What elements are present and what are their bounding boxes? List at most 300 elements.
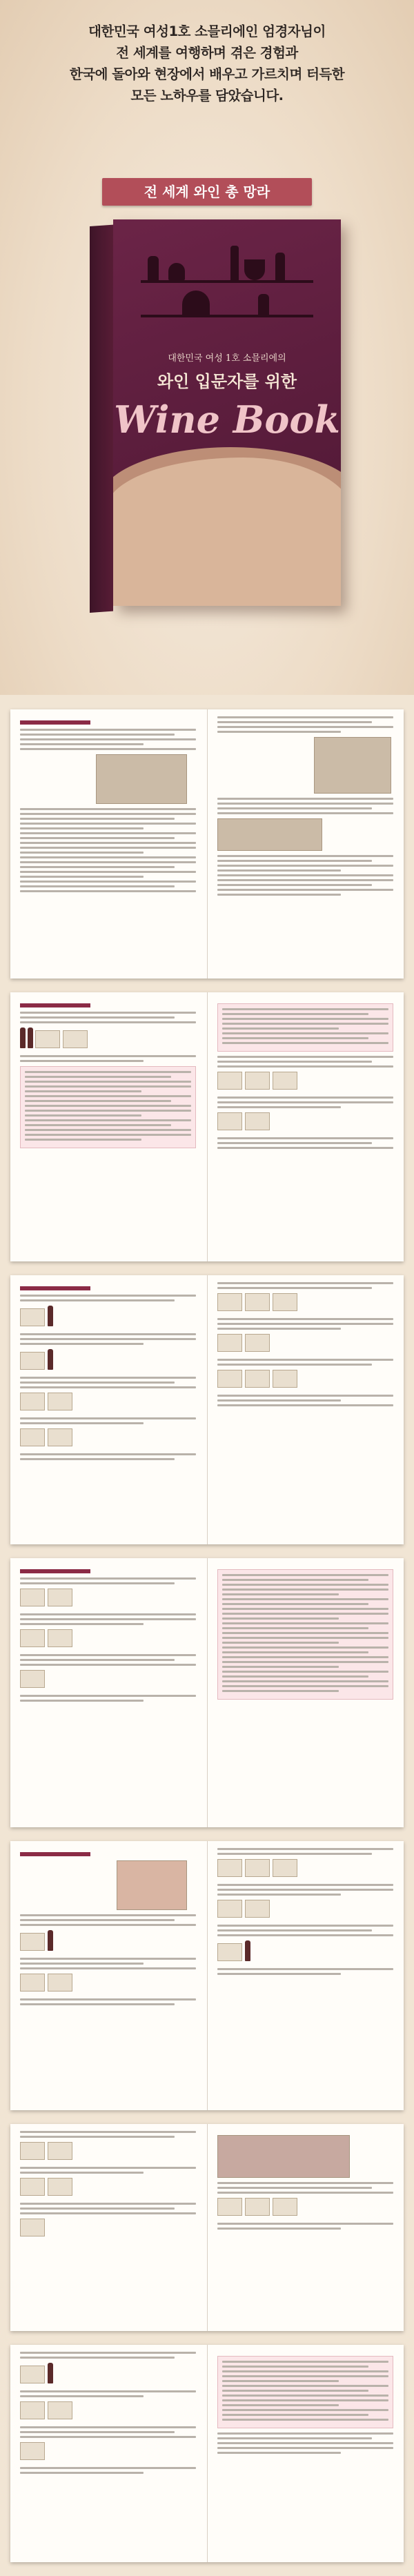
text-line [222,1608,388,1610]
text-line [217,1404,393,1406]
label-row [217,1900,393,1920]
label-row [217,1859,393,1880]
text-line [20,2426,196,2428]
text-line [222,1622,388,1624]
text-line [20,890,196,892]
text-line [222,1690,339,1692]
section-heading [20,1286,90,1290]
wine-label-image [48,1629,72,1647]
wine-label-image [48,2178,72,2196]
text-line [20,1060,144,1062]
text-line [217,1968,393,1970]
text-line [20,729,196,731]
wine-label-image [245,1293,270,1311]
label-row [20,1974,196,1994]
text-line [222,2390,368,2392]
text-line [222,1618,339,1620]
text-line [20,866,175,868]
text-line [222,2395,388,2397]
text-line [222,2385,388,2387]
wine-label-image [217,1072,242,1090]
text-line [217,1364,372,1366]
text-line [20,1963,144,1965]
wine-label-image [273,1293,297,1311]
text-line [25,1119,191,1121]
wine-label-image [273,1370,297,1388]
book-front [113,219,341,606]
map-image [217,2135,350,2178]
bottle-row [20,1349,196,1373]
text-line [222,2370,388,2372]
text-line [20,2352,196,2354]
label-row [20,2142,196,2163]
page-spread-3 [10,1275,404,1544]
text-line [217,2223,393,2225]
wine-label-image [245,1334,270,1352]
text-line [20,1382,175,1384]
text-line [217,884,372,886]
text-line [217,1323,393,1325]
text-line [20,2436,196,2438]
text-line [217,2447,393,2449]
text-line [217,1287,372,1289]
text-line [222,1685,388,1687]
text-line [222,1680,388,1682]
label-row [217,1334,393,1355]
cover-title-block [113,351,341,442]
text-line [217,865,393,867]
wine-label-image [273,1072,297,1090]
bottle-image [48,1306,53,1326]
text-line [217,1147,393,1149]
text-line [222,1589,388,1591]
text-line [20,1664,196,1666]
text-line [25,1095,191,1097]
cover-wine-book: Wine Book [114,397,340,442]
label-row [20,2401,196,2422]
headline [0,21,414,106]
text-line [222,1651,368,1653]
text-line [20,2472,144,2474]
wine-label-image [63,1030,88,1048]
text-line [222,1574,388,1576]
headline-line-4: 모든 노하우를 담았습니다. [130,88,284,104]
headline-line-1: 대한민국 여성1호 소믈리에인 엄경자님이 [88,23,326,39]
section-heading [20,1852,90,1856]
text-line [217,812,393,814]
text-line [20,738,196,740]
page-spread-2 [10,992,404,1261]
text-line [20,1958,196,1960]
text-line [222,2399,388,2401]
wine-label-image [217,1293,242,1311]
wine-label-image [245,1859,270,1877]
text-line [20,1700,144,1702]
text-line [20,2431,175,2433]
text-line [217,1894,341,1896]
bottle-image [20,1028,26,1048]
text-line [20,2136,175,2138]
text-line [217,860,372,862]
text-line [217,2182,393,2184]
text-line [217,1097,393,1099]
text-line [20,1333,196,1335]
bottle-image [28,1028,33,1048]
section-heading [20,720,90,725]
spread-3-right [217,1282,393,1409]
page-spread-6 [10,2124,404,2331]
wine-label-image [20,1629,45,1647]
text-line [217,1889,393,1891]
cover-wave-light [113,458,341,606]
section-heading [20,1569,90,1573]
text-line [20,2131,196,2133]
text-line [20,1055,196,1057]
text-line [217,1884,393,1886]
spread-6-right [217,2131,393,2232]
label-row [20,2219,196,2239]
spread-3-left [20,1282,196,1463]
text-line [20,837,175,839]
text-line [222,2414,368,2416]
text-line [25,1071,191,1073]
text-line [20,2395,144,2397]
wine-label-image [245,1112,270,1130]
text-line [222,2380,339,2382]
label-row [217,1112,393,1133]
headline-line-2: 전 세계를 여행하며 겪은 경험과 [116,45,298,61]
text-line [222,1032,388,1034]
text-line [20,856,196,858]
wine-label-image [245,1370,270,1388]
text-line [20,1623,144,1625]
text-line [20,2212,196,2214]
wine-label-image [217,1943,242,1961]
wine-label-image [20,2219,45,2236]
text-line [20,734,175,736]
page-spread-1 [10,709,404,979]
text-line [20,1914,196,1916]
text-line [20,1582,175,1584]
text-line [217,1395,393,1397]
text-line [217,2437,372,2439]
label-row [20,1428,196,1449]
wine-label-image [245,1900,270,1918]
map-image [314,737,391,794]
text-line [20,1417,196,1419]
text-line [217,1934,393,1936]
label-row [20,2363,196,2386]
bottle-image [245,1940,250,1961]
text-line [217,1853,372,1855]
wine-label-image [48,1974,72,1992]
text-line [217,2432,393,2435]
text-line [20,748,196,750]
text-line [20,808,196,810]
text-line [20,1654,196,1656]
text-line [217,1142,372,1144]
text-line [217,731,341,733]
text-line [20,1021,196,1023]
text-line [20,1659,175,1661]
text-line [222,1042,388,1044]
page-spread-4 [10,1558,404,1827]
text-line [20,1295,196,1297]
text-line [25,1124,171,1126]
text-line [20,1458,175,1460]
wine-label-image [20,1933,45,1951]
text-line [217,1065,393,1068]
page-spread-5 [10,1841,404,2110]
page-spread-7 [10,2345,404,2562]
label-row [20,2178,196,2199]
text-line [217,889,393,891]
wine-label-image [217,1900,242,1918]
text-line [25,1139,141,1141]
text-line [20,881,196,883]
label-row [217,1293,393,1314]
text-line [217,726,393,728]
text-line [217,1848,393,1850]
text-line [20,1998,196,2000]
label-row [20,1629,196,1650]
text-line [20,1613,196,1615]
wine-label-image [20,1589,45,1606]
bottle-image [48,1930,53,1951]
text-line [20,1299,175,1301]
text-line [20,1386,196,1388]
text-line [222,1028,339,1030]
text-line [20,832,196,834]
text-line [20,2167,196,2169]
spread-4-right [217,1565,393,1704]
wine-label-image [245,2198,270,2216]
wine-label-image [245,1072,270,1090]
wine-label-image [20,1428,45,1446]
text-line [222,1018,388,1020]
wine-label-image [20,2401,45,2419]
text-line [20,2467,196,2469]
text-line [25,1100,171,1102]
label-row [20,2442,196,2463]
text-line [217,869,341,872]
hero-section [0,0,414,695]
text-line [20,1577,196,1580]
info-box [217,1003,393,1052]
text-line [222,1656,388,1658]
text-line [25,1081,191,1083]
text-line [20,842,196,844]
spread-5-right [217,1848,393,1978]
text-line [20,1453,196,1455]
text-line [20,1377,196,1379]
text-line [217,2452,341,2454]
text-line [217,1973,341,1975]
text-line [217,1359,393,1361]
wine-label-image [20,2178,45,2196]
text-line [20,885,175,887]
cover-subtitle: 대한민국 여성 1호 소믈리에의 [168,353,286,364]
text-line [222,1598,388,1600]
wine-label-image [20,2366,45,2383]
spread-1-left [20,716,196,895]
text-line [217,879,393,881]
text-line [20,1618,196,1620]
map-image [117,1860,187,1910]
book-cover-image [90,219,345,606]
cover-title: 와인 입문자를 위한 [157,371,297,391]
text-line [222,1008,388,1010]
text-line [20,1422,144,1424]
info-box [217,2356,393,2428]
text-line [25,1134,191,1136]
text-line [222,1661,388,1663]
text-line [20,876,144,878]
text-line [217,894,341,896]
text-line [217,2228,341,2230]
text-line [217,2187,372,2189]
wine-label-image [217,1859,242,1877]
text-line [217,1061,372,1063]
bottle-image [48,1349,53,1370]
bottle-row [20,1028,196,1051]
text-line [222,2361,388,2363]
headline-line-3: 한국에 돌아와 현장에서 배우고 가르치며 터득한 [69,66,345,82]
text-line [20,827,144,829]
spread-2-right [217,999,393,1152]
wine-label-image [48,2401,72,2419]
text-line [20,1338,196,1340]
wine-label-image [20,2142,45,2160]
text-line [217,1137,393,1139]
wine-label-image [20,1974,45,1992]
wine-label-image [35,1030,60,1048]
spread-7-right [217,2352,393,2457]
text-line [20,813,196,815]
text-line [222,1603,368,1605]
text-line [217,1101,393,1103]
wine-shelf-illustration [141,239,313,322]
wine-label-image [20,1352,45,1370]
text-line [222,1627,368,1629]
text-line [217,1282,393,1284]
text-line [222,1584,388,1586]
label-row [20,1930,196,1954]
text-line [25,1090,141,1092]
text-line [20,1695,196,1697]
wine-label-image [20,2442,45,2460]
text-line [217,716,393,718]
text-line [20,2208,175,2210]
info-box [217,1569,393,1700]
text-line [222,1637,388,1639]
photo-image [217,818,322,851]
text-line [20,1967,196,1969]
text-line [222,1671,388,1673]
book-spine [90,225,113,613]
text-line [222,1037,368,1039]
wine-label-image [217,2198,242,2216]
label-row [20,1393,196,1413]
text-line [20,852,144,854]
text-line [222,1675,368,1678]
text-line [222,2419,388,2421]
info-box [20,1066,196,1148]
wine-label-image [20,1670,45,1688]
wine-label-image [217,1334,242,1352]
spread-7-left [20,2352,196,2477]
text-line [222,1666,339,1668]
text-line [25,1085,191,1088]
text-line [20,861,196,863]
text-line [222,1642,339,1644]
wine-label-image [48,2142,72,2160]
text-line [222,1613,388,1615]
label-row [217,2198,393,2219]
map-image [96,754,187,804]
text-line [222,1023,388,1025]
text-line [222,1632,388,1634]
text-line [25,1110,191,1112]
label-row [20,1670,196,1691]
text-line [222,2366,368,2368]
wine-label-image [273,2198,297,2216]
text-line [25,1105,191,1107]
text-line [20,2357,175,2359]
wine-label-image [48,1393,72,1410]
text-line [20,1919,175,1921]
label-row [217,1370,393,1390]
ribbon-banner: 전 세계 와인 총 망라 [102,178,312,206]
wine-label-image [217,1370,242,1388]
text-line [20,823,196,825]
wine-label-image [20,1308,45,1326]
text-line [222,2404,339,2406]
text-line [20,2203,196,2205]
text-line [20,847,196,849]
wine-label-image [217,1112,242,1130]
text-line [20,2003,175,2005]
bottle-image [48,2363,53,2383]
wine-label-image [48,1589,72,1606]
text-line [217,1925,393,1927]
text-line [20,1343,144,1345]
text-line [222,1646,388,1649]
text-line [217,1328,341,1330]
text-line [20,1924,196,1926]
text-line [217,2192,393,2194]
text-line [20,2172,144,2174]
text-line [20,743,144,745]
text-line [217,1056,393,1058]
label-row [217,1940,393,1964]
spread-5-left [20,1848,196,2008]
label-row [20,1589,196,1609]
wine-label-image [273,1859,297,1877]
text-line [217,803,393,805]
section-heading [20,1003,90,1007]
text-line [20,1016,175,1019]
text-line [217,2442,393,2444]
text-line [25,1114,141,1117]
text-line [217,1106,341,1108]
text-line [217,855,393,857]
text-line [25,1076,171,1078]
text-line [217,721,372,723]
text-line [222,1013,368,1015]
text-line [217,798,393,800]
spread-1-right [217,716,393,898]
